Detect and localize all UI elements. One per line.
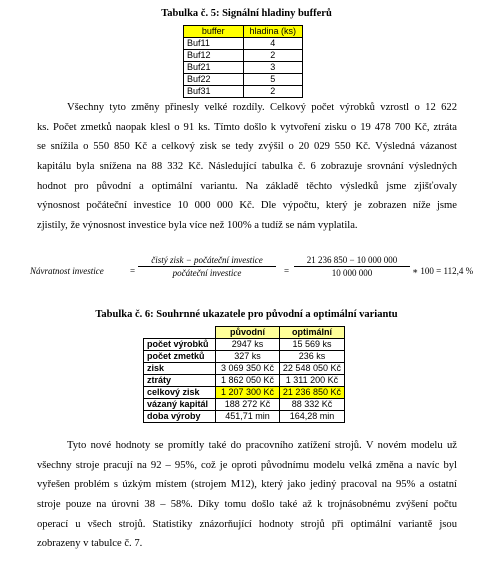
original-value: 1 207 300 Kč	[216, 387, 280, 399]
original-value: 3 069 350 Kč	[216, 363, 280, 375]
buffer-level-cell: 4	[243, 38, 303, 50]
equals-sign: =	[130, 266, 136, 276]
original-value: 2947 ks	[216, 339, 280, 351]
column-header-empty	[144, 327, 216, 339]
paragraph-line: Všechny tyto změny přinesly velké rozdíly. Celkový počet výrobků vzrostl o 12 622	[67, 102, 457, 113]
buffer-name-cell: Buf31	[184, 86, 244, 98]
buffer-name-cell: Buf12	[184, 50, 244, 62]
indicator-label: počet zmetků	[144, 351, 216, 363]
table-row	[184, 38, 303, 50]
paragraph-line: kapitálu byla snížena na 88 332 Kč. Následující tabulka č. 6 zobrazuje srovnání výsledných	[37, 161, 457, 173]
paragraph-line: hodnot pro původní a optimální variantu. Na základě těchto výsledků jsme zjišťovaly	[37, 180, 457, 192]
buffer-levels-table	[183, 25, 303, 98]
table-row-highlighted	[144, 387, 345, 399]
table-row	[184, 86, 303, 98]
formula-label: Návratnost investice	[30, 266, 104, 276]
original-value: 327 ks	[216, 351, 280, 363]
table-row	[144, 375, 345, 387]
paragraph-results	[37, 98, 457, 236]
original-value: 188 272 Kč	[216, 399, 280, 411]
paragraph-line: stroje pouze na úrovni 38 – 58%. Díky tomu došlo také až k trojnásobnému zvýšení počtu	[37, 499, 457, 511]
column-header-level: hladina (ks)	[243, 26, 303, 38]
optimal-value: 88 332 Kč	[279, 399, 344, 411]
paragraph-line: operací u všech strojů. Statistiky znázorňující hodnoty strojů při optimální variantě jsou	[37, 518, 457, 530]
paragraph-line: všechny stroje pracují na 92 – 95%, což je oproti původnímu modelu velká změna a navíc byl	[37, 459, 457, 471]
table-row	[184, 74, 303, 86]
column-header-buffer: buffer	[184, 26, 244, 38]
fraction-numerator: čistý zisk − počáteční investice	[138, 255, 276, 267]
table-row	[184, 50, 303, 62]
table-row	[144, 363, 345, 375]
buffer-level-cell: 2	[243, 86, 303, 98]
paragraph-line: vyřešen problém s úzkým místem (strojem M12), který jako jediný pracoval na 95% a ostatní	[37, 479, 457, 491]
table-row	[144, 351, 345, 363]
table-row	[144, 411, 345, 423]
buffer-level-cell: 5	[243, 74, 303, 86]
table5-caption: Tabulka č. 5: Signální hladiny bufferů	[161, 8, 332, 19]
original-value: 1 862 050 Kč	[216, 375, 280, 387]
roi-formula	[30, 255, 480, 291]
paragraph-line: ks. Počet zmetků naopak klesl o 91 ks. Tímto došlo k vytvoření zisku o 19 478 700 Kč, ztráta	[37, 121, 457, 133]
indicator-label: počet výrobků	[144, 339, 216, 351]
paragraph-machine-load	[37, 436, 457, 554]
fraction-numerator: 21 236 850 − 10 000 000	[294, 255, 410, 267]
indicator-label: ztráty	[144, 375, 216, 387]
optimal-value: 22 548 050 Kč	[279, 363, 344, 375]
indicator-label: zisk	[144, 363, 216, 375]
optimal-value: 164,28 min	[279, 411, 344, 423]
buffer-name-cell: Buf22	[184, 74, 244, 86]
fraction-denominator: 10 000 000	[331, 268, 373, 278]
indicator-label: doba výroby	[144, 411, 216, 423]
optimal-value: 15 569 ks	[279, 339, 344, 351]
paragraph-line: zobrazeny v tabulce č. 7.	[37, 538, 143, 550]
table-header-row	[144, 327, 345, 339]
column-header-original: původní	[216, 327, 280, 339]
paragraph-line: výnosnost počáteční investice 10 000 000 Kč. Dle výpočtu, který je zobrazen níže jsme	[37, 200, 457, 212]
optimal-value: 236 ks	[279, 351, 344, 363]
buffer-level-cell: 2	[243, 50, 303, 62]
optimal-value: 1 311 200 Kč	[279, 375, 344, 387]
table-row	[184, 62, 303, 74]
column-header-optimal: optimální	[279, 327, 344, 339]
indicator-label: vázaný kapitál	[144, 399, 216, 411]
paragraph-line: Tyto nové hodnoty se promítly také do pracovního zatížení strojů. V novém modelu už	[67, 440, 457, 451]
formula-result: ∗ 100 = 112,4 %	[412, 266, 474, 276]
indicator-label: celkový zisk	[144, 387, 216, 399]
buffer-name-cell: Buf11	[184, 38, 244, 50]
formula-fraction-symbolic	[138, 255, 276, 278]
table-header-row	[184, 26, 303, 38]
table-row	[144, 339, 345, 351]
paragraph-line: se snížila o 550 850 Kč a celkový zisk se tedy zvýšil o 20 029 550 Kč. Výsledná vázanost	[37, 141, 457, 153]
summary-indicators-table	[143, 326, 345, 423]
paragraph-line: zjistily, že výnosnost investice byla více než 100% a tudíž se nám vyplatila.	[37, 220, 358, 232]
optimal-value: 21 236 850 Kč	[279, 387, 344, 399]
formula-fraction-numeric	[294, 255, 410, 278]
original-value: 451,71 min	[216, 411, 280, 423]
table-row	[144, 399, 345, 411]
equals-sign: =	[284, 266, 290, 276]
buffer-name-cell: Buf21	[184, 62, 244, 74]
table6-caption: Tabulka č. 6: Souhrnné ukazatele pro původní a optimální variantu	[95, 309, 398, 320]
buffer-level-cell: 3	[243, 62, 303, 74]
fraction-denominator: počáteční investice	[172, 268, 242, 278]
